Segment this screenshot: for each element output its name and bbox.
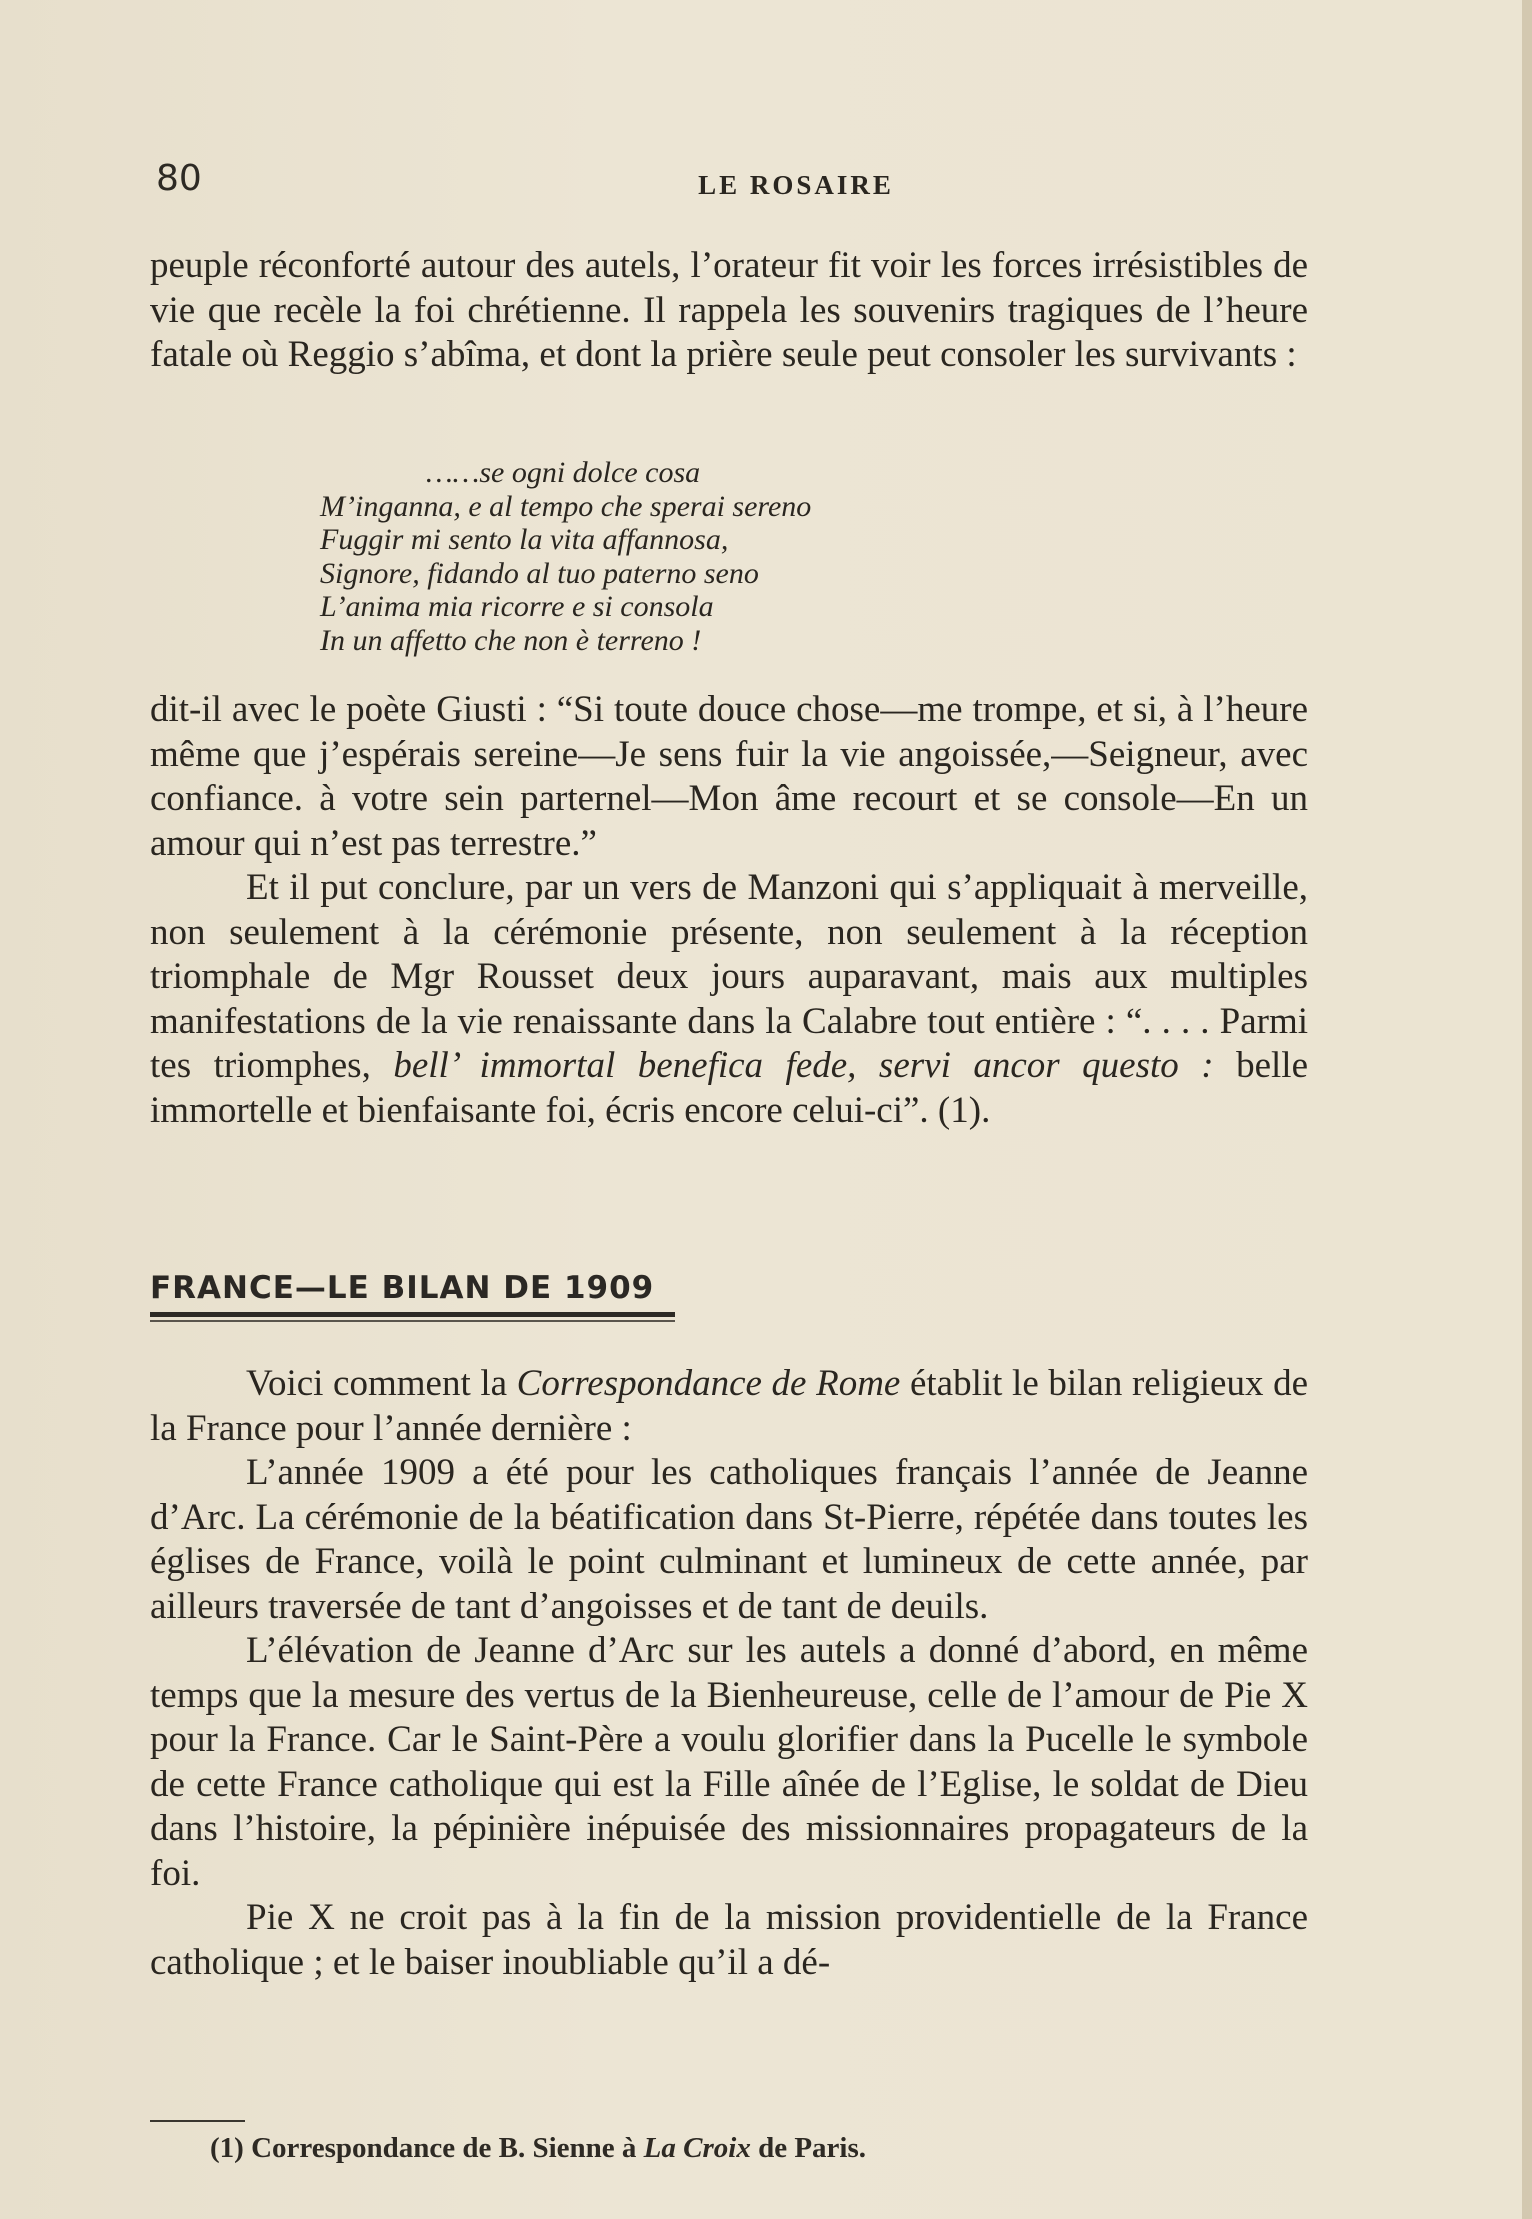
page-number: 80 bbox=[156, 158, 202, 199]
text-run: Et il put conclure, par un vers de Manzoni qui s’appliquait à merveille, non seulement à la cérémonie présente, non seulement à la réception triomphale de Mgr Rousset deux jours auparavant, mais aux multiples manifestations de la vie renaissante dans la Calabre tout entière : “. . . . Parmi tes triomphes, bbox=[150, 867, 1308, 1086]
text-run: (1) Correspondance de B. Sienne à bbox=[210, 2132, 644, 2164]
paragraph-block-3 bbox=[150, 1362, 1308, 1985]
poem-line: Signore, fidando al tuo paterno seno bbox=[320, 556, 759, 590]
heading-underline-thin bbox=[150, 1320, 675, 1322]
footnote-rule bbox=[150, 2120, 245, 2122]
poem-line: ……se ogni dolce cosa bbox=[426, 456, 701, 489]
paragraph bbox=[150, 866, 1308, 1133]
paragraph bbox=[150, 1362, 1308, 1451]
text-run: établit le bilan religieux de la France pour l’année dernière : bbox=[150, 1363, 1308, 1449]
text-run: belle immortelle et bienfaisante foi, écris encore celui-ci”. (1). bbox=[150, 1045, 1308, 1131]
paragraph: L’élévation de Jeanne d’Arc sur les autels a donné d’abord, en même temps que la mesure des vertus de la Bienheureuse, celle de l’amour de Pie X pour la France. Car le Saint-Père a voulu glorifier dans la Pucelle le symbole de cette France catholique qui est la Fille aînée de l’Eglise, le soldat de Dieu dans l’histoire, la pépinière inépuisée des missionnaires propagateurs de la foi. bbox=[150, 1630, 1308, 1894]
section-heading: FRANCE—LE BILAN DE 1909 bbox=[150, 1270, 655, 1306]
paragraph: dit-il avec le poète Giusti : “Si toute douce chose—me trompe, et si, à l’heure même que j’espérais sereine—Je sens fuir la vie angoissée,—Seigneur, avec confiance. à votre sein parternel—Mon âme recourt et se console—En un amour qui n’est pas terrestre.” bbox=[150, 689, 1308, 864]
paragraph: L’année 1909 a été pour les catholiques français l’année de Jeanne d’Arc. La cérémonie de la béatification dans St-Pierre, répétée dans toutes les églises de France, voilà le point culminant et lumineux de cette année, par ailleurs traversée de tant d’angoisses et de tant de deuils. bbox=[150, 1452, 1308, 1627]
italian-poem-quotation bbox=[320, 456, 811, 657]
heading-underline bbox=[150, 1312, 675, 1317]
poem-line: Fuggir mi sento la vita affannosa, bbox=[320, 523, 729, 556]
paragraph: peuple réconforté autour des autels, l’orateur fit voir les forces irrésistibles de vie que recèle la foi chrétienne. Il rappela les souvenirs tragiques de l’heure fatale où Reggio s’abîma, et dont la prière seule peut consoler les survivants : bbox=[150, 245, 1308, 375]
italic-title: La Croix bbox=[643, 2132, 751, 2164]
poem-line: L’anima mia ricorre e si consola bbox=[320, 590, 714, 623]
running-head: LE ROSAIRE bbox=[698, 170, 894, 200]
text-run: Voici comment la bbox=[246, 1363, 517, 1404]
page-edge bbox=[1522, 0, 1532, 2219]
poem-line: In un affetto che non è terreno ! bbox=[320, 623, 702, 657]
poem-line: M’inganna, e al tempo che sperai sereno bbox=[320, 489, 812, 523]
paragraph-block-1 bbox=[150, 244, 1308, 378]
italic-title: Correspondance de Rome bbox=[516, 1363, 901, 1404]
footnote bbox=[210, 2132, 866, 2165]
italic-quote: bell’ immortal benefica fede, servi ancor questo : bbox=[393, 1045, 1214, 1086]
paragraph-block-2 bbox=[150, 688, 1308, 1133]
paragraph: Pie X ne croit pas à la fin de la mission providentielle de la France catholique ; et le baiser inoubliable qu’il a dé- bbox=[150, 1897, 1308, 1983]
text-run: de Paris. bbox=[750, 2132, 867, 2164]
